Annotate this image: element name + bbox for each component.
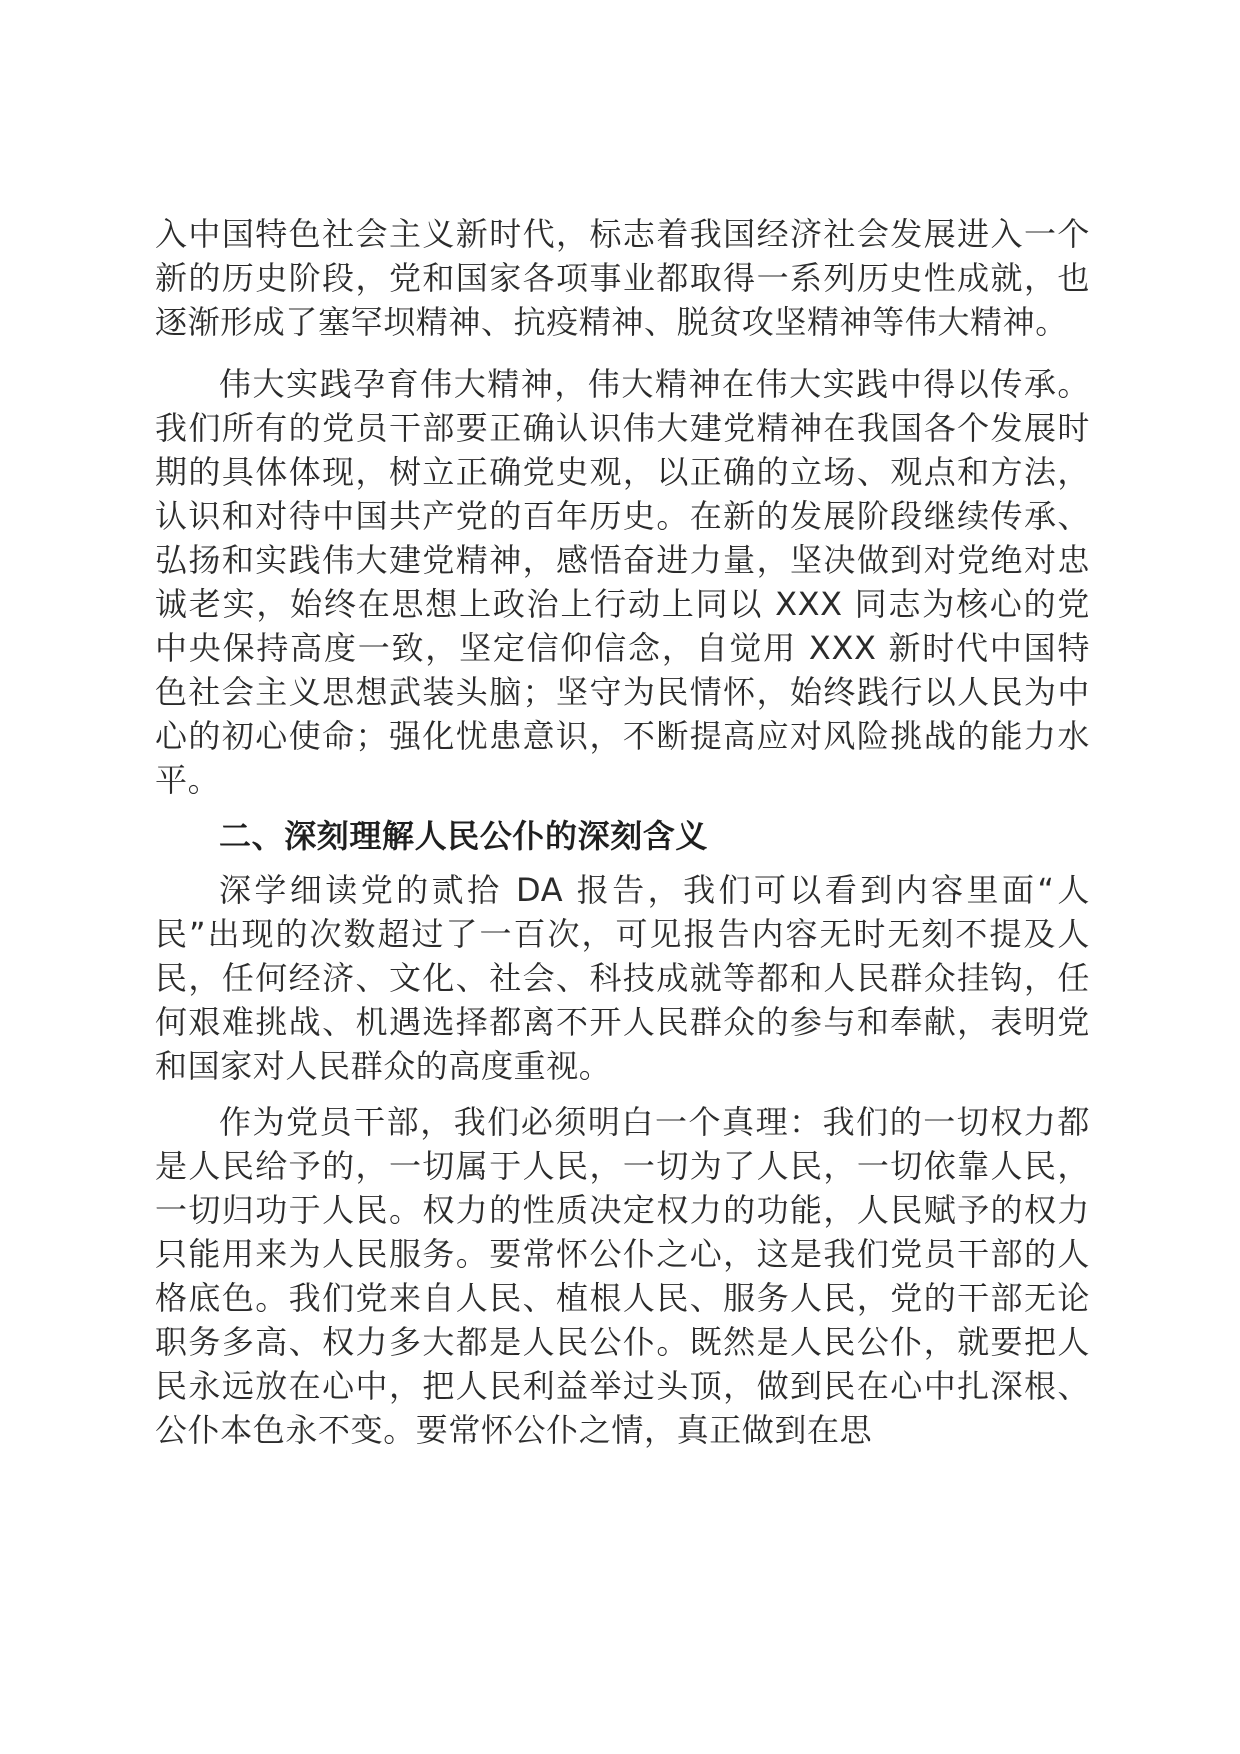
paragraph-report-people: 深学细读党的贰拾 DA 报告，我们可以看到内容里面“人民”出现的次数超过了一百次，可见报告内容无时无刻不提及人民，任何经济、文化、社会、科技成就等都和人民群众挂钩，任何艰难挑战、机遇选择都离不开人民群众的参与和奉献，表明党和国家对人民群众的高度重视。 [155, 871, 1090, 1085]
paragraph-continuation: 入中国特色社会主义新时代，标志着我国经济社会发展进入一个新的历史阶段，党和国家各项事业都取得一系列历史性成就，也逐渐形成了塞罕坝精神、抗疫精神、脱贫攻坚精神等伟大精神。 [155, 215, 1090, 341]
paragraph-great-spirit: 伟大实践孕育伟大精神，伟大精神在伟大实践中得以传承。我们所有的党员干部要正确认识伟大建党精神在我国各个发展时期的具体体现，树立正确党史观，以正确的立场、观点和方法，认识和对待中国共产党的百年历史。在新的发展阶段继续传承、弘扬和实践伟大建党精神，感悟奋进力量，坚决做到对党绝对忠诚老实，始终在思想上政治上行动上同以 XXX 同志为核心的党中央保持高度一致，坚定信仰信念，自觉用 XXX 新时代中国特色社会主义思想武装头脑；坚守为民情怀，始终践行以人民为中心的初心使命；强化忧患意识，不断提高应对风险挑战的能力水平。 [155, 365, 1090, 799]
document-body [155, 212, 1090, 1464]
section-heading-2: 二、深刻理解人民公仆的深刻含义 [219, 817, 709, 855]
paragraph-party-cadres: 作为党员干部，我们必须明白一个真理：我们的一切权力都是人民给予的，一切属于人民，一切为了人民，一切依靠人民，一切归功于人民。权力的性质决定权力的功能，人民赋予的权力只能用来为人民服务。要常怀公仆之心，这是我们党员干部的人格底色。我们党来自人民、植根人民、服务人民，党的干部无论职务多高、权力多大都是人民公仆。既然是人民公仆，就要把人民永远放在心中，把人民利益举过头顶，做到民在心中扎深根、公仆本色永不变。要常怀公仆之情，真正做到在思 [155, 1103, 1090, 1449]
